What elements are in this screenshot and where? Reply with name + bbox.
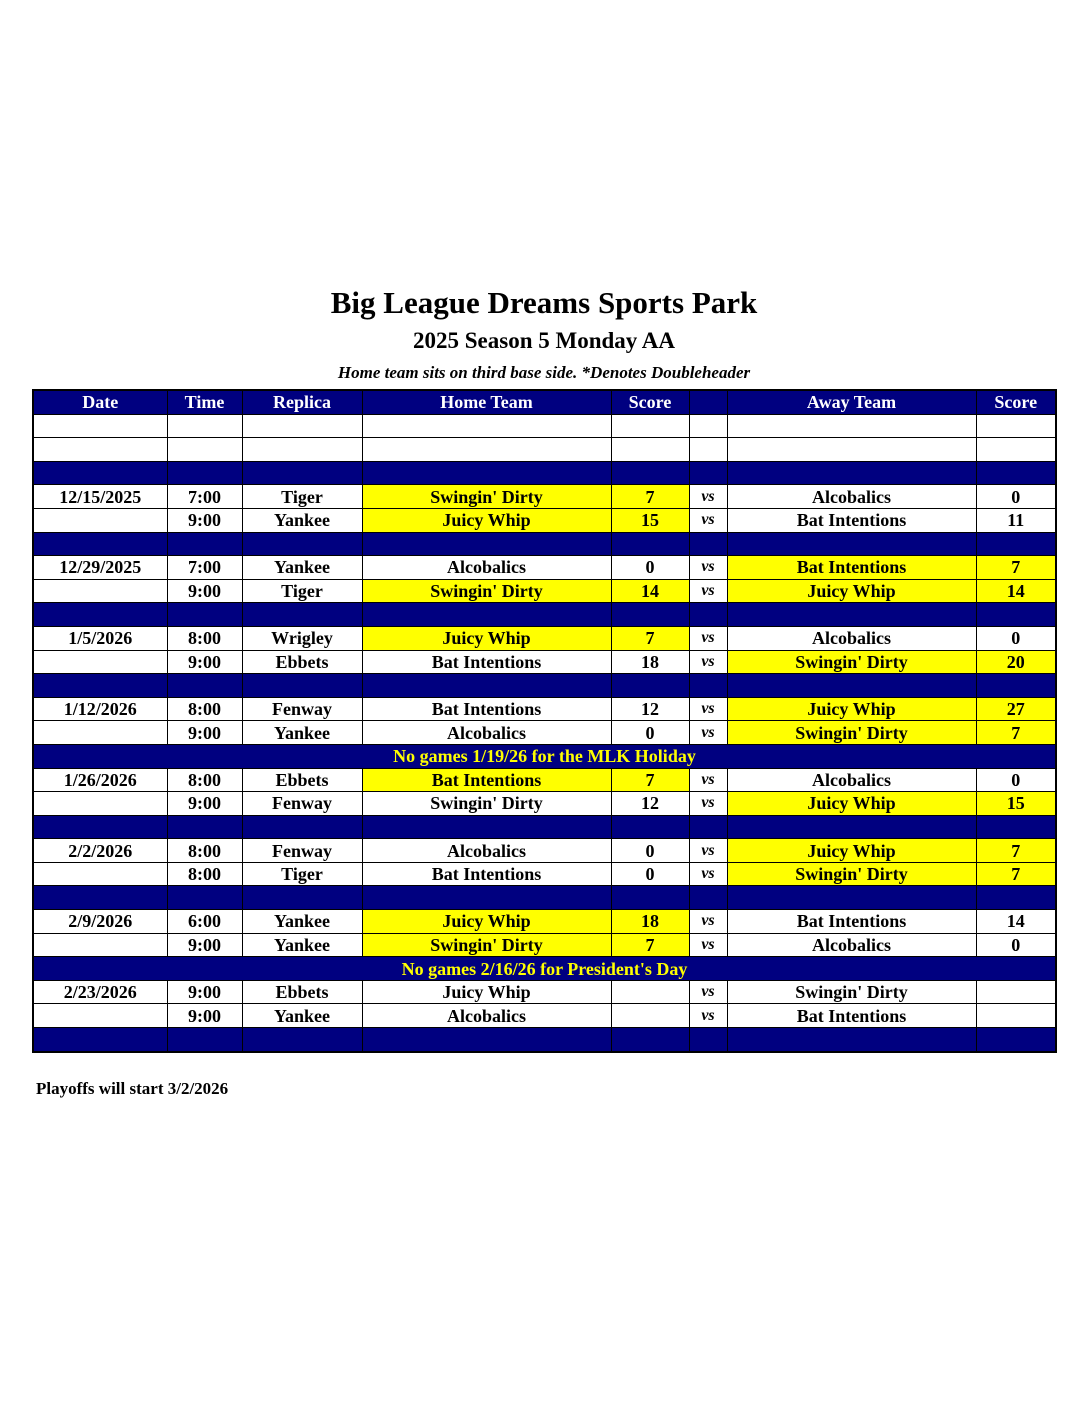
away-score-cell: 15 — [976, 792, 1056, 816]
replica-cell: Yankee — [242, 1004, 362, 1028]
date-cell: 2/2/2026 — [33, 839, 167, 863]
game-row — [33, 485, 1056, 509]
game-row — [33, 650, 1056, 674]
empty-cell — [362, 1028, 611, 1052]
empty-cell — [689, 886, 727, 910]
schedule-table — [32, 389, 1057, 1053]
home-team-cell: Juicy Whip — [362, 508, 611, 532]
empty-cell — [611, 886, 689, 910]
separator-row — [33, 886, 1056, 910]
away-team-cell: Alcobalics — [727, 626, 976, 650]
home-score-cell: 14 — [611, 579, 689, 603]
time-cell: 8:00 — [167, 626, 242, 650]
time-cell: 6:00 — [167, 910, 242, 934]
home-score-cell: 0 — [611, 839, 689, 863]
game-row — [33, 508, 1056, 532]
empty-cell — [33, 1028, 167, 1052]
empty-cell — [33, 414, 167, 438]
date-cell: 1/12/2026 — [33, 697, 167, 721]
home-team-cell: Juicy Whip — [362, 626, 611, 650]
empty-cell — [689, 532, 727, 556]
home-score-cell: 15 — [611, 508, 689, 532]
time-cell: 9:00 — [167, 792, 242, 816]
empty-cell — [727, 815, 976, 839]
home-score-cell: 7 — [611, 933, 689, 957]
separator-row — [33, 461, 1056, 485]
empty-cell — [727, 886, 976, 910]
replica-cell: Yankee — [242, 556, 362, 580]
game-row — [33, 792, 1056, 816]
away-score-cell: 14 — [976, 579, 1056, 603]
away-team-cell: Bat Intentions — [727, 556, 976, 580]
empty-cell — [362, 815, 611, 839]
home-team-note: Home team sits on third base side. *Denotes Doubleheader — [337, 363, 751, 382]
separator-row — [33, 815, 1056, 839]
away-score-cell: 0 — [976, 933, 1056, 957]
banner-text: No games 1/19/26 for the MLK Holiday — [33, 744, 1056, 768]
home-team-cell: Alcobalics — [362, 556, 611, 580]
replica-cell: Yankee — [242, 508, 362, 532]
col-header-home-team: Home Team — [362, 390, 611, 414]
separator-row — [33, 674, 1056, 698]
vs-cell: vs — [689, 768, 727, 792]
separator-row — [33, 1028, 1056, 1052]
date-cell — [33, 721, 167, 745]
away-score-cell: 14 — [976, 910, 1056, 934]
replica-cell: Tiger — [242, 862, 362, 886]
empty-cell — [689, 815, 727, 839]
home-score-cell: 7 — [611, 768, 689, 792]
home-team-cell: Bat Intentions — [362, 862, 611, 886]
home-team-cell: Swingin' Dirty — [362, 792, 611, 816]
empty-cell — [362, 461, 611, 485]
away-team-cell: Swingin' Dirty — [727, 862, 976, 886]
vs-cell: vs — [689, 862, 727, 886]
empty-cell — [362, 414, 611, 438]
replica-cell: Yankee — [242, 933, 362, 957]
empty-cell — [242, 603, 362, 627]
game-row — [33, 626, 1056, 650]
date-cell: 12/29/2025 — [33, 556, 167, 580]
empty-cell — [362, 532, 611, 556]
replica-cell: Fenway — [242, 839, 362, 863]
empty-cell — [727, 461, 976, 485]
empty-cell — [976, 414, 1056, 438]
empty-cell — [976, 532, 1056, 556]
date-cell: 2/23/2026 — [33, 980, 167, 1004]
replica-cell: Tiger — [242, 485, 362, 509]
replica-cell: Wrigley — [242, 626, 362, 650]
away-score-cell — [976, 1004, 1056, 1028]
empty-cell — [33, 603, 167, 627]
empty-cell — [727, 532, 976, 556]
away-score-cell: 0 — [976, 768, 1056, 792]
empty-cell — [33, 461, 167, 485]
empty-cell — [727, 414, 976, 438]
game-row — [33, 721, 1056, 745]
col-header-vs — [689, 390, 727, 414]
game-row — [33, 768, 1056, 792]
home-score-cell: 18 — [611, 650, 689, 674]
col-header-away-team: Away Team — [727, 390, 976, 414]
empty-cell — [242, 461, 362, 485]
empty-cell — [33, 532, 167, 556]
replica-cell: Yankee — [242, 721, 362, 745]
no-games-banner — [33, 957, 1056, 981]
away-team-cell: Swingin' Dirty — [727, 721, 976, 745]
away-score-cell: 7 — [976, 721, 1056, 745]
empty-cell — [362, 603, 611, 627]
home-team-cell: Swingin' Dirty — [362, 485, 611, 509]
empty-cell — [976, 603, 1056, 627]
empty-cell — [167, 438, 242, 462]
separator-row — [33, 532, 1056, 556]
empty-cell — [33, 815, 167, 839]
away-team-cell: Alcobalics — [727, 485, 976, 509]
vs-cell: vs — [689, 910, 727, 934]
away-score-cell — [976, 980, 1056, 1004]
away-score-cell: 7 — [976, 839, 1056, 863]
empty-cell — [167, 461, 242, 485]
date-cell: 12/15/2025 — [33, 485, 167, 509]
time-cell: 8:00 — [167, 768, 242, 792]
away-team-cell: Bat Intentions — [727, 508, 976, 532]
away-team-cell: Juicy Whip — [727, 697, 976, 721]
empty-cell — [33, 438, 167, 462]
home-team-cell: Alcobalics — [362, 839, 611, 863]
playoffs-note: Playoffs will start 3/2/2026 — [36, 1079, 229, 1098]
home-score-cell: 7 — [611, 485, 689, 509]
empty-cell — [689, 674, 727, 698]
empty-cell — [727, 438, 976, 462]
game-row — [33, 910, 1056, 934]
replica-cell: Fenway — [242, 792, 362, 816]
empty-cell — [362, 886, 611, 910]
replica-cell: Yankee — [242, 910, 362, 934]
game-row — [33, 556, 1056, 580]
empty-cell — [689, 414, 727, 438]
home-team-cell: Swingin' Dirty — [362, 933, 611, 957]
time-cell: 8:00 — [167, 697, 242, 721]
home-team-cell: Bat Intentions — [362, 768, 611, 792]
blank-row — [33, 414, 1056, 438]
empty-cell — [611, 815, 689, 839]
empty-cell — [167, 886, 242, 910]
vs-cell: vs — [689, 792, 727, 816]
game-row — [33, 579, 1056, 603]
away-team-cell: Juicy Whip — [727, 792, 976, 816]
empty-cell — [689, 603, 727, 627]
vs-cell: vs — [689, 980, 727, 1004]
empty-cell — [242, 815, 362, 839]
empty-cell — [611, 1028, 689, 1052]
empty-cell — [611, 414, 689, 438]
empty-cell — [362, 438, 611, 462]
home-score-cell: 12 — [611, 792, 689, 816]
empty-cell — [167, 532, 242, 556]
empty-cell — [242, 438, 362, 462]
time-cell: 9:00 — [167, 980, 242, 1004]
home-score-cell: 0 — [611, 721, 689, 745]
time-cell: 9:00 — [167, 721, 242, 745]
away-team-cell: Juicy Whip — [727, 839, 976, 863]
home-score-cell — [611, 1004, 689, 1028]
vs-cell: vs — [689, 933, 727, 957]
col-header-date: Date — [33, 390, 167, 414]
empty-cell — [242, 886, 362, 910]
away-score-cell: 0 — [976, 626, 1056, 650]
date-cell — [33, 650, 167, 674]
home-score-cell: 0 — [611, 862, 689, 886]
empty-cell — [689, 438, 727, 462]
empty-cell — [167, 414, 242, 438]
home-team-cell: Juicy Whip — [362, 910, 611, 934]
empty-cell — [242, 414, 362, 438]
empty-cell — [976, 1028, 1056, 1052]
home-team-cell: Bat Intentions — [362, 697, 611, 721]
empty-cell — [167, 1028, 242, 1052]
game-row — [33, 839, 1056, 863]
home-team-cell: Alcobalics — [362, 721, 611, 745]
empty-cell — [242, 1028, 362, 1052]
date-cell — [33, 792, 167, 816]
replica-cell: Ebbets — [242, 768, 362, 792]
empty-cell — [689, 1028, 727, 1052]
empty-cell — [689, 461, 727, 485]
time-cell: 8:00 — [167, 839, 242, 863]
game-row — [33, 862, 1056, 886]
empty-cell — [976, 815, 1056, 839]
away-team-cell: Juicy Whip — [727, 579, 976, 603]
empty-cell — [242, 674, 362, 698]
empty-cell — [727, 1028, 976, 1052]
empty-cell — [167, 674, 242, 698]
empty-cell — [242, 532, 362, 556]
away-score-cell: 20 — [976, 650, 1056, 674]
game-row — [33, 933, 1056, 957]
time-cell: 9:00 — [167, 508, 242, 532]
away-team-cell: Bat Intentions — [727, 1004, 976, 1028]
empty-cell — [611, 674, 689, 698]
vs-cell: vs — [689, 839, 727, 863]
time-cell: 9:00 — [167, 933, 242, 957]
empty-cell — [976, 886, 1056, 910]
replica-cell: Ebbets — [242, 650, 362, 674]
page-title: Big League Dreams Sports Park — [330, 285, 758, 320]
vs-cell: vs — [689, 650, 727, 674]
home-team-cell: Juicy Whip — [362, 980, 611, 1004]
empty-cell — [33, 886, 167, 910]
away-team-cell: Alcobalics — [727, 768, 976, 792]
replica-cell: Tiger — [242, 579, 362, 603]
banner-text: No games 2/16/26 for President's Day — [33, 957, 1056, 981]
away-score-cell: 11 — [976, 508, 1056, 532]
time-cell: 8:00 — [167, 862, 242, 886]
game-row — [33, 697, 1056, 721]
date-cell: 1/26/2026 — [33, 768, 167, 792]
vs-cell: vs — [689, 556, 727, 580]
away-team-cell: Alcobalics — [727, 933, 976, 957]
empty-cell — [611, 461, 689, 485]
empty-cell — [976, 438, 1056, 462]
vs-cell: vs — [689, 721, 727, 745]
vs-cell: vs — [689, 508, 727, 532]
replica-cell: Fenway — [242, 697, 362, 721]
vs-cell: vs — [689, 626, 727, 650]
home-score-cell — [611, 980, 689, 1004]
col-header-time: Time — [167, 390, 242, 414]
vs-cell: vs — [689, 697, 727, 721]
empty-cell — [611, 532, 689, 556]
date-cell — [33, 862, 167, 886]
empty-cell — [976, 674, 1056, 698]
col-header-replica: Replica — [242, 390, 362, 414]
time-cell: 9:00 — [167, 1004, 242, 1028]
away-score-cell: 7 — [976, 862, 1056, 886]
date-cell — [33, 1004, 167, 1028]
empty-cell — [167, 815, 242, 839]
empty-cell — [611, 438, 689, 462]
home-team-cell: Alcobalics — [362, 1004, 611, 1028]
home-score-cell: 18 — [611, 910, 689, 934]
game-row — [33, 1004, 1056, 1028]
vs-cell: vs — [689, 485, 727, 509]
replica-cell: Ebbets — [242, 980, 362, 1004]
away-team-cell: Bat Intentions — [727, 910, 976, 934]
away-score-cell: 0 — [976, 485, 1056, 509]
home-team-cell: Bat Intentions — [362, 650, 611, 674]
date-cell: 2/9/2026 — [33, 910, 167, 934]
col-header-away-score: Score — [976, 390, 1056, 414]
time-cell: 9:00 — [167, 650, 242, 674]
date-cell — [33, 933, 167, 957]
empty-cell — [167, 603, 242, 627]
blank-row — [33, 438, 1056, 462]
date-cell — [33, 508, 167, 532]
away-team-cell: Swingin' Dirty — [727, 980, 976, 1004]
away-score-cell: 7 — [976, 556, 1056, 580]
date-cell: 1/5/2026 — [33, 626, 167, 650]
season-subtitle: 2025 Season 5 Monday AA — [413, 328, 675, 353]
home-score-cell: 0 — [611, 556, 689, 580]
col-header-home-score: Score — [611, 390, 689, 414]
away-score-cell: 27 — [976, 697, 1056, 721]
date-cell — [33, 579, 167, 603]
time-cell: 7:00 — [167, 556, 242, 580]
time-cell: 9:00 — [167, 579, 242, 603]
empty-cell — [976, 461, 1056, 485]
home-score-cell: 12 — [611, 697, 689, 721]
vs-cell: vs — [689, 579, 727, 603]
table-header-row — [33, 390, 1056, 414]
empty-cell — [362, 674, 611, 698]
home-team-cell: Swingin' Dirty — [362, 579, 611, 603]
empty-cell — [33, 674, 167, 698]
separator-row — [33, 603, 1056, 627]
game-row — [33, 980, 1056, 1004]
schedule-body — [33, 414, 1056, 1052]
empty-cell — [727, 674, 976, 698]
no-games-banner — [33, 744, 1056, 768]
away-team-cell: Swingin' Dirty — [727, 650, 976, 674]
vs-cell: vs — [689, 1004, 727, 1028]
home-score-cell: 7 — [611, 626, 689, 650]
time-cell: 7:00 — [167, 485, 242, 509]
empty-cell — [727, 603, 976, 627]
empty-cell — [611, 603, 689, 627]
